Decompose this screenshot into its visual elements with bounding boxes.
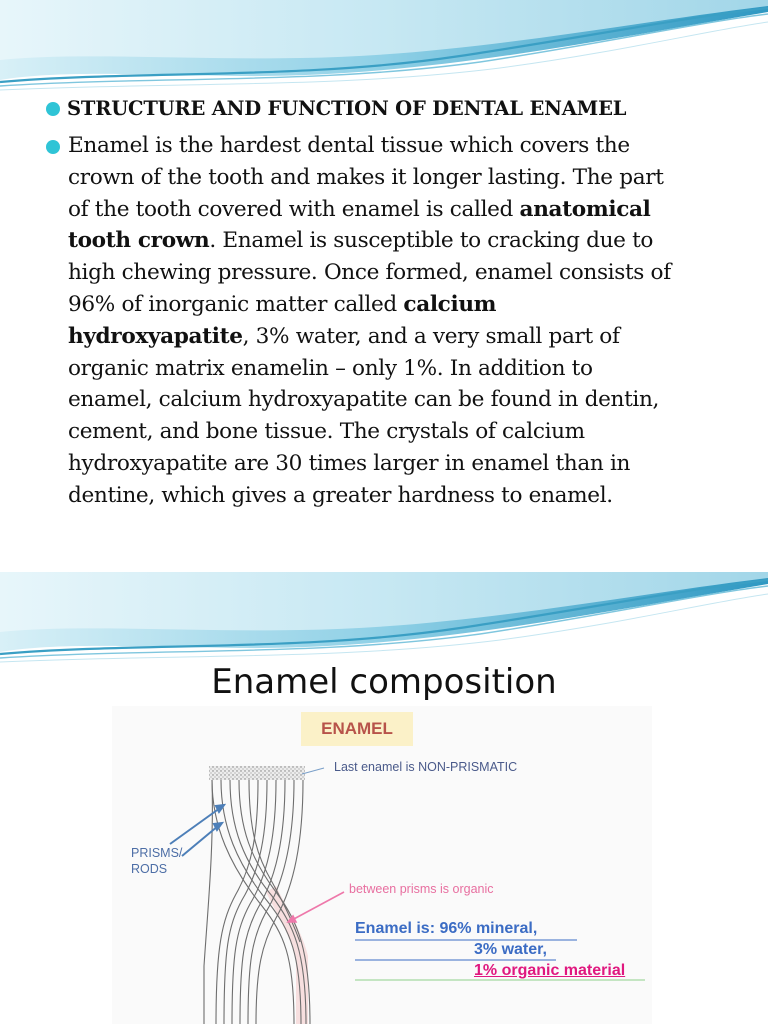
paragraph-line: [68, 162, 728, 194]
organic-region: [266, 886, 308, 1024]
header-wave-decoration: [0, 572, 768, 672]
bold-term: calcium: [403, 291, 497, 317]
paragraph-line: [68, 384, 728, 416]
paragraph-line: [68, 257, 728, 289]
paragraph-line: [68, 353, 728, 385]
bold-term: tooth crown: [68, 228, 210, 254]
figure-header: ENAMEL: [301, 712, 413, 746]
paragraph-line: [68, 448, 728, 480]
enamel-description-paragraph: [68, 130, 728, 512]
paragraph-line: [68, 289, 728, 321]
paragraph-text: 96% of inorganic matter called: [68, 291, 404, 317]
paragraph-line: [68, 321, 728, 353]
slide-enamel-composition: [0, 572, 768, 1024]
organic-pointer-arrow: [288, 892, 344, 922]
paragraph-text: of the tooth covered with enamel is called: [68, 196, 520, 222]
prisms-label-line2: RODS: [131, 862, 168, 876]
slide-heading: STRUCTURE AND FUNCTION OF DENTAL ENAMEL: [67, 97, 627, 120]
enamel-structure-diagram: [112, 706, 652, 1024]
composition-mineral: Enamel is: 96% mineral,: [355, 920, 538, 937]
composition-organic: 1% organic material: [474, 962, 626, 979]
prism-rods: [204, 780, 310, 1024]
paragraph-text: hydroxyapatite are 30 times larger in enamel than in: [68, 450, 631, 476]
slide-divider: [0, 560, 768, 572]
paragraph-text: high chewing pressure. Once formed, enamel consists of: [68, 260, 671, 286]
bullet-dot-icon: [46, 102, 60, 116]
paragraph-text: organic matrix enamelin – only 1%. In addition to: [68, 355, 593, 381]
paragraph-line: [68, 130, 728, 162]
slide-title: Enamel composition: [211, 662, 557, 702]
paragraph-line: [68, 225, 728, 257]
header-wave-decoration: [0, 0, 768, 100]
paragraph-line: [68, 194, 728, 226]
paragraph-text: enamel, calcium hydroxyapatite can be found in dentin,: [68, 387, 660, 413]
non-prismatic-layer: [209, 766, 305, 780]
heading-bullet-item: [46, 97, 626, 120]
paragraph-text: dentine, which gives a greater hardness to enamel.: [68, 482, 613, 508]
paragraph-line: [68, 416, 728, 448]
non-prismatic-pointer: [302, 768, 324, 774]
between-prisms-label: between prisms is organic: [349, 882, 494, 896]
paragraph-text: cement, and bone tissue. The crystals of calcium: [68, 419, 585, 445]
paragraph-bullet-item: [46, 135, 67, 154]
prisms-label-line1: PRISMS/: [131, 846, 183, 860]
paragraph-text: crown of the tooth and makes it longer lasting. The part: [68, 164, 664, 190]
paragraph-line: [68, 480, 728, 512]
paragraph-text: Enamel is the hardest dental tissue which covers the: [68, 133, 630, 158]
paragraph-text: . Enamel is susceptible to cracking due to: [209, 228, 654, 254]
bold-term: anatomical: [519, 196, 651, 222]
non-prismatic-label: Last enamel is NON-PRISMATIC: [334, 760, 518, 774]
composition-water: 3% water,: [474, 941, 547, 958]
paragraph-text: , 3% water, and a very small part of: [242, 323, 620, 349]
bold-term: hydroxyapatite: [68, 323, 243, 349]
bullet-dot-icon: [46, 140, 60, 154]
